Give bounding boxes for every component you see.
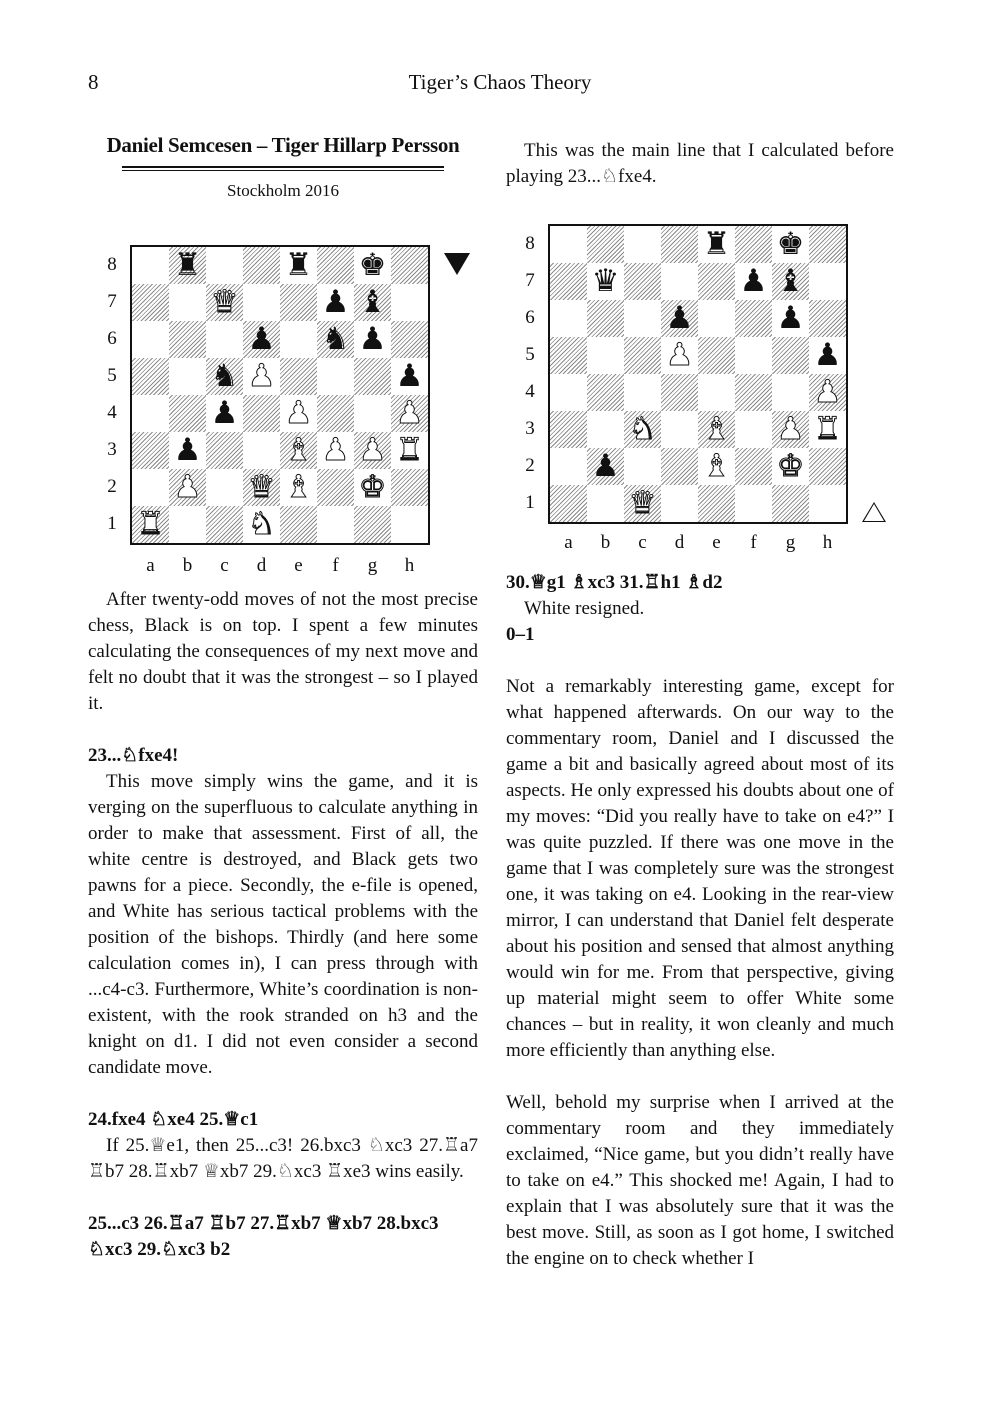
paragraph: After twenty-odd moves of not the most precise chess, Black is on top. I spent a few minutes calculating the consequences of my next move and felt no doubt that it was the strongest – so I played it. [88,589,478,714]
square-h1 [809,485,846,522]
black-pawn-icon: ♟ [395,358,424,394]
square-g2 [772,448,809,485]
square-a5 [550,337,587,374]
square-e5 [280,358,317,395]
square-g3 [772,411,809,448]
square-g6 [354,321,391,358]
square-h2 [809,448,846,485]
diagram-2-file-labels [550,532,846,554]
white-pawn-icon: ♟ [284,395,313,431]
square-c6 [624,300,661,337]
file-label: f [332,555,339,576]
paragraph: Well, behold my surprise when I arrived at the commentary room and they immediately exclaimed, “Nice game, but you didn’t really have to take on e4.” This shocked me! Again, I had to explain that I was absolutely sure that it was the best move. Still, as soon as I got home, I switched the engine on to check whether I [506,1092,894,1269]
rank-label: 2 [107,476,117,497]
square-d3 [243,432,280,469]
square-c8 [624,226,661,263]
game-result: 0–1 [506,624,535,645]
square-h7 [809,263,846,300]
move-line: 24.fxe4 ♘xe4 25.♕c1 [88,1109,259,1130]
rank-label: 4 [107,402,117,423]
file-label: g [367,555,378,576]
square-b4 [169,395,206,432]
black-to-move-icon [444,253,470,275]
white-king-icon: ♚ [776,448,805,484]
file-label: a [146,555,155,576]
square-e7 [698,263,735,300]
square-g4 [772,374,809,411]
square-e7 [280,284,317,321]
square-a8 [550,226,587,263]
square-c7 [624,263,661,300]
square-h3 [391,432,428,469]
square-g8 [772,226,809,263]
square-b2 [169,469,206,506]
white-rook-icon: ♜ [395,432,424,468]
rank-label: 3 [525,418,535,439]
square-f5 [735,337,772,374]
square-c1 [206,506,243,543]
square-c1 [624,485,661,522]
square-c2 [206,469,243,506]
square-h8 [391,247,428,284]
square-h2 [391,469,428,506]
black-pawn-icon: ♟ [173,432,202,468]
diagram-2 [506,190,894,570]
square-g5 [354,358,391,395]
white-pawn-icon: ♟ [321,432,350,468]
square-b5 [169,358,206,395]
white-pawn-icon: ♟ [247,358,276,394]
file-label: b [600,532,611,553]
square-a3 [132,432,169,469]
white-knight-icon: ♞ [628,411,657,447]
square-e3 [280,432,317,469]
square-e6 [698,300,735,337]
square-g4 [354,395,391,432]
square-a6 [132,321,169,358]
square-c2 [624,448,661,485]
square-d2 [661,448,698,485]
black-pawn-icon: ♟ [739,263,768,299]
square-a7 [550,263,587,300]
square-e5 [698,337,735,374]
black-rook-icon: ♜ [173,247,202,283]
white-bishop-icon: ♝ [284,469,313,505]
white-bishop-icon: ♝ [702,411,731,447]
square-h3 [809,411,846,448]
diagram-1-file-labels [132,555,428,577]
rank-label: 6 [107,328,117,349]
file-label: h [404,555,415,576]
square-g8 [354,247,391,284]
square-d5 [661,337,698,374]
square-e3 [698,411,735,448]
file-label: e [294,555,303,576]
square-h4 [809,374,846,411]
square-d6 [243,321,280,358]
square-b6 [169,321,206,358]
white-rook-icon: ♜ [136,506,165,542]
black-knight-icon: ♞ [210,358,239,394]
square-f8 [735,226,772,263]
square-d2 [243,469,280,506]
resign-note: White resigned. [524,598,645,619]
rank-label: 1 [525,492,535,513]
square-f4 [317,395,354,432]
white-pawn-icon: ♟ [173,469,202,505]
black-pawn-icon: ♟ [321,284,350,320]
game-venue: Stockholm 2016 [227,181,339,200]
file-label: f [750,532,757,553]
square-g2 [354,469,391,506]
square-d3 [661,411,698,448]
square-h1 [391,506,428,543]
square-e4 [280,395,317,432]
square-g1 [354,506,391,543]
paragraph: This was the main line that I calculated before playing 23...♘fxe4. [506,140,894,187]
running-head: Tiger’s Chaos Theory [408,70,592,94]
rank-label: 5 [525,344,535,365]
square-c7 [206,284,243,321]
square-c3 [624,411,661,448]
diagram-1-rank-labels [102,246,122,542]
square-f3 [735,411,772,448]
white-knight-icon: ♞ [247,506,276,542]
square-b7 [169,284,206,321]
file-label: e [712,532,721,553]
square-h6 [391,321,428,358]
square-d1 [243,506,280,543]
left-column [88,130,478,1263]
square-d8 [243,247,280,284]
square-e8 [698,226,735,263]
rank-label: 3 [107,439,117,460]
game-title: Daniel Semcesen – Tiger Hillarp Persson [106,133,460,157]
square-b1 [587,485,624,522]
white-rook-icon: ♜ [813,411,842,447]
square-a4 [132,395,169,432]
black-pawn-icon: ♟ [665,300,694,336]
square-b3 [169,432,206,469]
file-label: c [638,532,647,553]
white-queen-icon: ♛ [628,485,657,521]
square-f7 [317,284,354,321]
rank-label: 6 [525,307,535,328]
white-pawn-icon: ♟ [776,411,805,447]
black-knight-icon: ♞ [321,321,350,357]
rank-label: 2 [525,455,535,476]
square-c5 [624,337,661,374]
black-pawn-icon: ♟ [813,337,842,373]
white-to-move-icon [862,502,886,522]
square-c5 [206,358,243,395]
rank-label: 5 [107,365,117,386]
title-rule [122,166,444,171]
move-line: 23...♘fxe4! [88,745,179,766]
paragraph: If 25.♕e1, then 25...c3! 26.bxc3 ♘xc3 27.♖a7 ♖b7 28.♖xb7 ♕xb7 29.♘xc3 ♖xe3 wins easily. [88,1135,478,1182]
right-column [506,130,894,1272]
square-b1 [169,506,206,543]
square-f5 [317,358,354,395]
square-f7 [735,263,772,300]
move-line: 25...c3 26.♖a7 ♖b7 27.♖xb7 ♕xb7 28.bxc3 ♘xc3 29.♘xc3 b2 [88,1213,439,1260]
square-e4 [698,374,735,411]
square-f1 [317,506,354,543]
square-b8 [587,226,624,263]
black-pawn-icon: ♟ [591,448,620,484]
square-h7 [391,284,428,321]
square-f3 [317,432,354,469]
square-c8 [206,247,243,284]
square-d8 [661,226,698,263]
file-label: d [256,555,267,576]
white-bishop-icon: ♝ [284,432,313,468]
square-h5 [809,337,846,374]
black-pawn-icon: ♟ [210,395,239,431]
square-g1 [772,485,809,522]
square-a2 [550,448,587,485]
square-d7 [661,263,698,300]
square-e1 [698,485,735,522]
square-c6 [206,321,243,358]
square-f8 [317,247,354,284]
black-rook-icon: ♜ [702,226,731,262]
square-g3 [354,432,391,469]
square-d5 [243,358,280,395]
square-a1 [550,485,587,522]
square-b4 [587,374,624,411]
square-a2 [132,469,169,506]
square-h4 [391,395,428,432]
black-bishop-icon: ♝ [776,263,805,299]
white-queen-icon: ♛ [210,284,239,320]
square-e6 [280,321,317,358]
black-rook-icon: ♜ [284,247,313,283]
square-b6 [587,300,624,337]
square-f4 [735,374,772,411]
white-pawn-icon: ♟ [358,432,387,468]
black-king-icon: ♚ [358,247,387,283]
square-d6 [661,300,698,337]
square-e1 [280,506,317,543]
square-f6 [317,321,354,358]
square-a3 [550,411,587,448]
rank-label: 1 [107,513,117,534]
square-h5 [391,358,428,395]
diagram-1-board [130,245,430,545]
square-c3 [206,432,243,469]
square-b8 [169,247,206,284]
paragraph: Not a remarkably interesting game, except for what happened afterwards. On our way to the commentary room, Daniel and I discussed the game a bit and basically agreed about most of its aspects. He only expressed his doubts about one of my moves: “Did you really have to take on e4?” I was quite puzzled. If there was one move in the game that I was completely sure was the strongest one, it was taking on e4. Looking in the rear-view mirror, I can understand that Daniel felt desperate about his position and sensed that almost anything would win for me. From that perspective, giving up material might seem to offer White some chances – but in reality, it won cleanly and much more efficiently than anything else. [506,676,894,1061]
diagram-2-rank-labels [520,225,540,521]
square-b2 [587,448,624,485]
square-a7 [132,284,169,321]
square-d7 [243,284,280,321]
square-a4 [550,374,587,411]
square-f2 [317,469,354,506]
square-g7 [772,263,809,300]
square-b5 [587,337,624,374]
square-h6 [809,300,846,337]
black-king-icon: ♚ [776,226,805,262]
file-label: a [564,532,573,553]
square-g7 [354,284,391,321]
diagram-1 [88,201,478,576]
square-a6 [550,300,587,337]
square-d1 [661,485,698,522]
file-label: h [822,532,833,553]
square-h8 [809,226,846,263]
black-pawn-icon: ♟ [358,321,387,357]
square-e2 [280,469,317,506]
white-pawn-icon: ♟ [813,374,842,410]
paragraph: This move simply wins the game, and it is verging on the superfluous to calculate anything in order to make that assessment. First of all, the white centre is destroyed, and Black gets two pawns for a piece. Secondly, the e-file is opened, and White has serious tactical problems with the position of the bishops. Thirdly (and here some calculation comes in), I can press through with ...c4-c3. Furthermore, White’s coordination is non-existent, with the rook stranded on h3 and the knight on d1. I did not even consider a second candidate move. [88,771,478,1078]
square-f6 [735,300,772,337]
square-e2 [698,448,735,485]
file-label: c [220,555,229,576]
black-bishop-icon: ♝ [358,284,387,320]
square-b3 [587,411,624,448]
black-pawn-icon: ♟ [247,321,276,357]
square-b7 [587,263,624,300]
rank-label: 7 [107,291,117,312]
square-c4 [624,374,661,411]
square-d4 [243,395,280,432]
white-bishop-icon: ♝ [702,448,731,484]
move-line: 30.♕g1 ♗xc3 31.♖h1 ♗d2 [506,572,723,593]
square-f2 [735,448,772,485]
rank-label: 8 [107,254,117,275]
rank-label: 4 [525,381,535,402]
square-e8 [280,247,317,284]
black-pawn-icon: ♟ [776,300,805,336]
square-d4 [661,374,698,411]
white-pawn-icon: ♟ [395,395,424,431]
square-a5 [132,358,169,395]
square-g6 [772,300,809,337]
square-a8 [132,247,169,284]
file-label: d [674,532,685,553]
white-king-icon: ♚ [358,469,387,505]
page-number: 8 [88,70,99,94]
square-a1 [132,506,169,543]
file-label: b [182,555,193,576]
black-queen-icon: ♛ [591,263,620,299]
file-label: g [785,532,796,553]
square-g5 [772,337,809,374]
square-f1 [735,485,772,522]
diagram-2-board [548,224,848,524]
rank-label: 7 [525,270,535,291]
white-queen-icon: ♛ [247,469,276,505]
square-c4 [206,395,243,432]
white-pawn-icon: ♟ [665,337,694,373]
rank-label: 8 [525,233,535,254]
